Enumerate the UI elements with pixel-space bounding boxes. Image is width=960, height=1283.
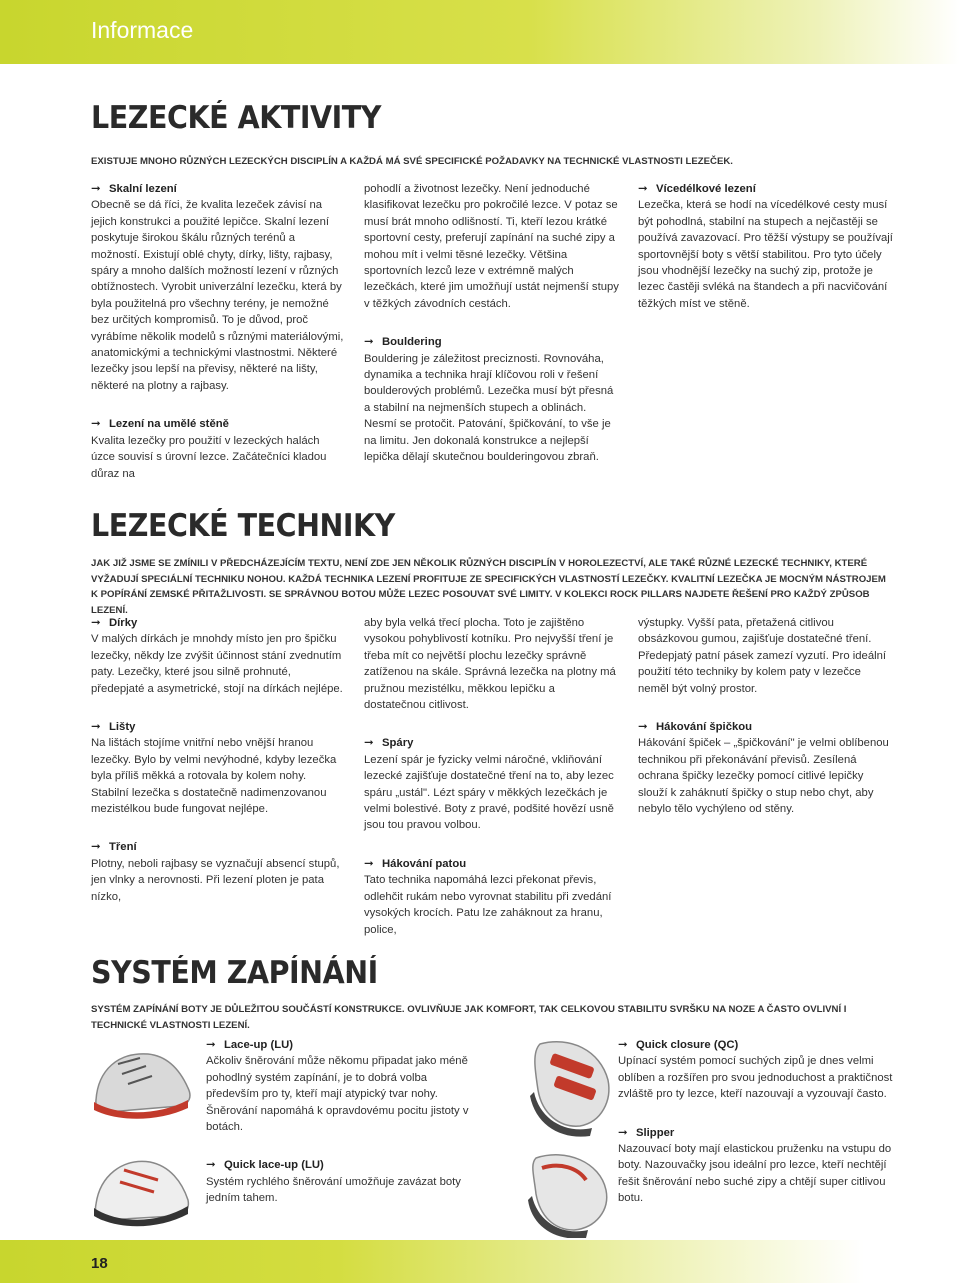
paragraph-heelhook: Tato technika napomáhá lezci překonat převis, odlehčit rukám nebo vyrovnat stabilitu při zvedání vysokých krocích. Patu lze zaháknout za hranu, police, [364,874,612,936]
arrow-icon: ➞ [364,336,374,349]
paragraph-wall: Kvalita lezečky pro použití v lezeckých halách úzce souvisí s úrovní lezce. Začátečníci kladou důraz na [91,434,327,480]
arrow-icon: ➞ [91,617,101,629]
subheading-bouldering: ➞ Bouldering [364,334,619,350]
arrow-icon: ➞ [91,841,101,854]
subheading-friction: ➞ Tření [91,839,346,855]
arrow-icon: ➞ [206,1159,216,1172]
section-title-closure: SYSTÉM ZAPÍNÁNÍ [91,955,378,991]
techniques-column-2 [364,615,619,960]
activities-column-1 [91,181,346,504]
arrow-icon: ➞ [91,183,101,195]
paragraph-pockets: V malých dírkách je mnohdy místo jen pro špičku lezečky, někdy lze zvýšit účinnost stání zvednutím paty. Lezečky, které jsou silně prohnuté, předepjaté a asymetrické, stojí na dírkách nejlépe. [91,633,343,695]
paragraph-bouldering: Bouldering je záležitost preciznosti. Rovnováha, dynamika a technika hrají klíčovou roli v řešení boulderových problémů. Lezečka musí být přesná a stabilní na nejmenších stupech a oblinách. Nesmí se protočit. Patování, špičkování, to vše je na limitu. Jen dokonalá konstrukce a nejlepší lepička dělají skutečnou boulderingovou zbraň. [364,352,614,464]
subheading-cracks: ➞ Spáry [364,735,619,751]
paragraph-wall-cont: pohodlí a životnost lezečky. Není jednoduché klasifikovat lezečku pro pokročilé lezce. V potaz se musí brát mnoho odlišností. Ti, kteří lezou krátké sportovní cesty, preferují zapínání na suché zipy a mohou mít i velmi těsné lezečky. Většina sportovních lezců leze v extrémně malých lezečkách, které jim umožňují ustát nejmenší stupy v těžkých závodních cestách. [364,183,619,310]
activities-column-2 [364,181,619,488]
section-title-activities: LEZECKÉ AKTIVITY [91,100,381,136]
subheading-rock: ➞ Skalní lezení [91,181,346,197]
header-title: Informace [91,17,194,43]
closure-column-2 [618,1037,893,1229]
subheading-multipitch: ➞ Vícedélkové lezení [638,181,893,197]
quick-closure-shoe-illustration [520,1030,620,1140]
section-intro-closure: SYSTÉM ZAPÍNÁNÍ BOTY JE DŮLEŽITOU SOUČÁSTÍ KONSTRUKCE. OVLIVŇUJE JAK KOMFORT, TAK CELKOVOU STABILITU SVRŠKU NA NOZE A ČASTO OVLIVNÍ I TECHNICKÉ VLASTNOSTI LEZENÍ. [91,1004,847,1031]
arrow-icon: ➞ [638,183,648,195]
subheading-edges: ➞ Lišty [91,719,346,735]
subheading-pockets: ➞ Dírky [91,615,346,631]
paragraph-cracks: Lezení spár je fyzicky velmi náročné, vkliňování lezecké zajišťuje dostatečné tření na to, aby lezec spáru „ustál". Lézt spáry v měkkých lezečkách je velmi bolestivé. Boty z pravé, podšité hovězí usně jsou tou pravou volbou. [364,753,614,832]
slipper-shoe-illustration [520,1138,620,1238]
paragraph-friction: Plotny, neboli rajbasy se vyznačují absencí stupů, jen vlnky a nerovnosti. Při lezení ploten je pata nízko, [91,857,340,903]
subheading-toehook: ➞ Hákování špičkou [638,719,893,735]
paragraph-toehook: Hákování špiček – „špičkování" je velmi oblíbenou technikou při překonávání převisů. Zesílená ochrana špičky lezečky pomocí citlivé lepičky slouží k zaháknutí špičky o stup nebo chyt, aby nebylo tělo vychýleno od stěny. [638,737,889,816]
subheading-quick-lace: ➞ Quick lace-up (LU) [206,1157,481,1173]
lace-up-shoe-illustration [88,1030,200,1130]
techniques-column-1 [91,615,346,927]
subheading-heelhook: ➞ Hákování patou [364,856,619,872]
quick-lace-shoe-illustration [88,1140,200,1240]
paragraph-heelhook-cont: výstupky. Vyšší pata, přetažená citlivou obsázkovou gumou, zajišťuje dostatečné tření. Předepjatý patní pásek zamezí vyzutí. Pro ideální použití této techniky by kolem paty v lezečce neměl být volný prostor. [638,617,887,695]
page-number: 18 [91,1255,108,1272]
subheading-lace-up: ➞ Lace-up (LU) [206,1037,481,1053]
arrow-icon: ➞ [638,721,648,734]
arrow-icon: ➞ [364,737,374,750]
paragraph-slipper: Nazouvací boty mají elastickou pruženku na vstupu do boty. Nazouvačky jsou ideální pro lezce, kteří nechtějí řešit šněrování nebo suché zipy a chtějí super citlivou botu. [618,1143,892,1205]
subheading-slipper: ➞ Slipper [618,1125,893,1141]
footer-band [0,1240,960,1283]
section-intro-activities: EXISTUJE MNOHO RŮZNÝCH LEZECKÝCH DISCIPLÍN A KAŽDÁ MÁ SVÉ SPECIFICKÉ POŽADAVKY NA TECHNICKÉ VLASTNOSTI LEZEČEK. [91,156,733,167]
arrow-icon: ➞ [618,1126,628,1139]
paragraph-rock: Obecně se dá říci, že kvalita lezeček závisí na jejich konstrukci a použité lepičce. Skalní lezení poskytuje širokou škálu různých terénů a možností. Existují oblé chyty, dírky, lišty, rajbasy, spáry a mnoho dalších možností lezení v různých obtížnostech. Vyrobit univerzální lezečku, která by byla použitelná pro všechny terény, je nemožné bez určitých kompromisů. To je důvod, proč vyrábíme několik modelů s různými materiálovými, anatomickými a technickými vlastnostmi. Některé lezečky jsou lepší na převisy, některé na lišty, některé na plotny a rajbasy. [91,199,344,392]
arrow-icon: ➞ [91,418,101,431]
arrow-icon: ➞ [206,1039,216,1051]
paragraph-lace-up: Ačkoliv šněrování může někomu připadat jako méně pohodlný systém zapínání, je to dobrá volba především pro ty, kteří mají atypický tvar nohy. Šněrování napomáhá k opravdovému pocitu jistoty v botách. [206,1055,469,1134]
paragraph-quick-lace: Systém rychlého šněrování umožňuje zavázat boty jedním tahem. [206,1175,461,1205]
section-intro-techniques: JAK JIŽ JSME SE ZMÍNILI V PŘEDCHÁZEJÍCÍM TEXTU, NENÍ ZDE JEN NĚKOLIK RŮZNÝCH DISCIPLÍN V HOROLEZECTVÍ, ALE TAKÉ RŮZNÉ LEZECKÉ TECHNIKY, KTERÉ VYŽADUJÍ SPECIÁLNÍ TECHNIKU NOHOU. KAŽDÁ TECHNIKA LEZENÍ PROFITUJE ZE SPECIFICKÝCH VLASTNOSTÍ LEZEČKY. KVALITNÍ LEZEČKA JE MOCNÝM NÁSTROJEM K POPÍRÁNÍ ZEMSKÉ PŘITAŽLIVOSTI. SE SPRÁVNOU BOTOU MŮŽE LEZEC POSOUVAT SVÉ LIMITY. V KOLEKCI ROCK PILLARS NAJDETE ŘEŠENÍ PRO KAŽDÝ ZPŮSOB LEZENÍ. [91,558,886,616]
paragraph-multipitch: Lezečka, která se hodí na vícedélkové cesty musí být pohodlná, stabilní na stupech a nejčastěji se používá zavazovací. Pro těžší výstupy se používají sportovnější boty s větší stabilitou. Pro tyto účely jsou vhodnější lezečky na suchý zip, protože je lezec častěji svléká na štandech a při nacvičování těžkých míst ve stěně. [638,199,893,310]
closure-column-1 [206,1037,481,1229]
arrow-icon: ➞ [364,857,374,870]
subheading-quick-closure: ➞ Quick closure (QC) [618,1037,893,1053]
activities-column-3 [638,181,893,334]
subheading-wall: ➞ Lezení na umělé stěně [91,416,346,432]
paragraph-quick-closure: Upínací systém pomocí suchých zipů je dnes velmi oblíben a rozšířen pro svou jednoduchost a praktičnost zvláště pro ty lezce, kteří nazouvají a vyzouvají často. [618,1055,893,1101]
arrow-icon: ➞ [618,1039,628,1051]
techniques-column-3 [638,615,893,839]
paragraph-friction-cont: aby byla velká třecí plocha. Toto je zajištěno vysokou pohyblivostí kotníku. Pro nejvyšší tření je třeba mít co největší plochu lezečky správně zatíženou na skále. Správná lezečka na plotny má pružnou mezistélku, měkkou lepičku a dostatečnou citlivost. [364,617,616,712]
paragraph-edges: Na lištách stojíme vnitřní nebo vnější hranou lezečky. Bylo by velmi nevýhodné, kdyby lezečka byla příliš měkká a rotovala by kolem nohy. Stabilní lezečka s dostatečně nadimenzovanou mezistélkou bude fungovat nejlépe. [91,737,337,816]
section-title-techniques: LEZECKÉ TECHNIKY [91,508,395,544]
arrow-icon: ➞ [91,721,101,734]
